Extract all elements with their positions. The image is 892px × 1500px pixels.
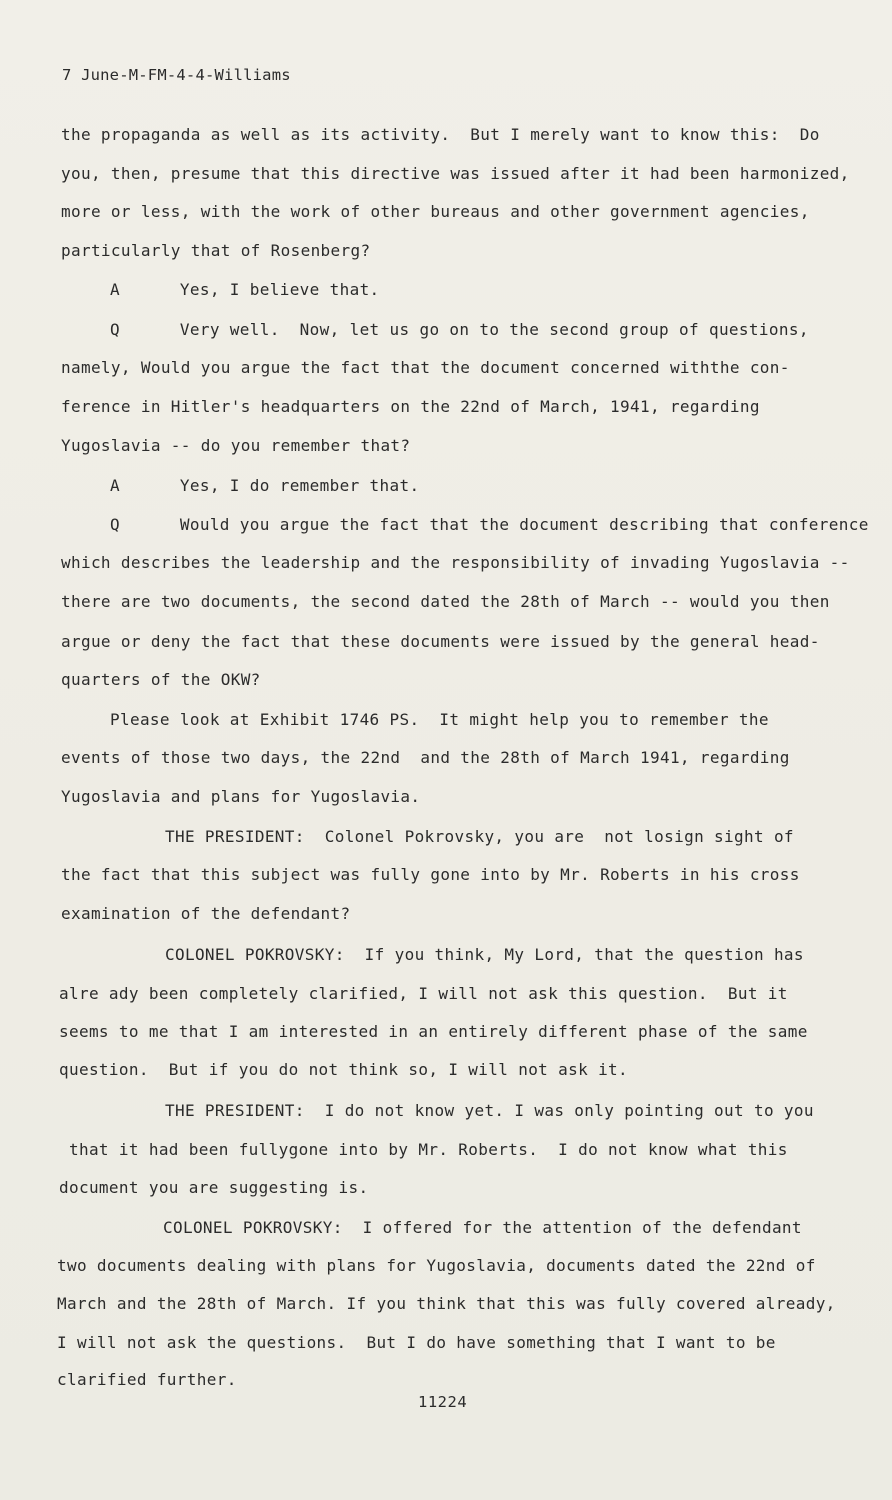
text-line: particularly that of Rosenberg?: [61, 241, 371, 260]
text-line: that it had been fullygone into by Mr. Roberts. I do not know what this: [59, 1140, 788, 1159]
text-line: Q Would you argue the fact that the document describing that conference: [110, 515, 869, 534]
text-line: events of those two days, the 22nd and the 28th of March 1941, regarding: [61, 748, 790, 767]
text-line: COLONEL POKROVSKY: I offered for the attention of the defendant: [163, 1218, 802, 1237]
text-line: there are two documents, the second dated the 28th of March -- would you then: [61, 592, 830, 611]
text-line: which describes the leadership and the responsibility of invading Yugoslavia --: [61, 553, 850, 572]
text-line: question. But if you do not think so, I will not ask it.: [59, 1060, 629, 1079]
text-line: argue or deny the fact that these documents were issued by the general head-: [61, 632, 820, 651]
text-line: THE PRESIDENT: I do not know yet. I was only pointing out to you: [165, 1101, 814, 1120]
page-number: 11224: [418, 1393, 468, 1411]
text-line: Yugoslavia and plans for Yugoslavia.: [61, 787, 421, 806]
text-line: March and the 28th of March. If you think that this was fully covered already,: [57, 1294, 836, 1313]
text-line: you, then, presume that this directive was issued after it had been harmonized,: [61, 164, 850, 183]
page-header: 7 June-M-FM-4-4-Williams: [62, 66, 291, 84]
text-line: document you are suggesting is.: [59, 1178, 369, 1197]
text-line: alre ady been completely clarified, I will not ask this question. But it: [59, 984, 788, 1003]
text-line: Yugoslavia -- do you remember that?: [61, 436, 411, 455]
text-line: seems to me that I am interested in an entirely different phase of the same: [59, 1022, 808, 1041]
text-line: examination of the defendant?: [61, 904, 351, 923]
text-line: Please look at Exhibit 1746 PS. It might help you to remember the: [110, 710, 769, 729]
text-line: I will not ask the questions. But I do have something that I want to be: [57, 1333, 776, 1352]
text-line: THE PRESIDENT: Colonel Pokrovsky, you are not losign sight of: [165, 827, 794, 846]
text-line: clarified further.: [57, 1370, 237, 1389]
text-line: namely, Would you argue the fact that the document concerned withthe con-: [61, 358, 790, 377]
text-line: quarters of the OKW?: [61, 670, 261, 689]
text-line: ference in Hitler's headquarters on the 22nd of March, 1941, regarding: [61, 397, 760, 416]
text-line: Q Very well. Now, let us go on to the second group of questions,: [110, 320, 809, 339]
text-line: COLONEL POKROVSKY: If you think, My Lord, that the question has: [165, 945, 804, 964]
text-line: the propaganda as well as its activity. But I merely want to know this: Do: [61, 125, 820, 144]
text-line: A Yes, I do remember that.: [110, 476, 420, 495]
text-line: more or less, with the work of other bureaus and other government agencies,: [61, 202, 810, 221]
text-line: the fact that this subject was fully gone into by Mr. Roberts in his cross: [61, 865, 800, 884]
text-line: A Yes, I believe that.: [110, 280, 380, 299]
text-line: two documents dealing with plans for Yugoslavia, documents dated the 22nd of: [57, 1256, 816, 1275]
